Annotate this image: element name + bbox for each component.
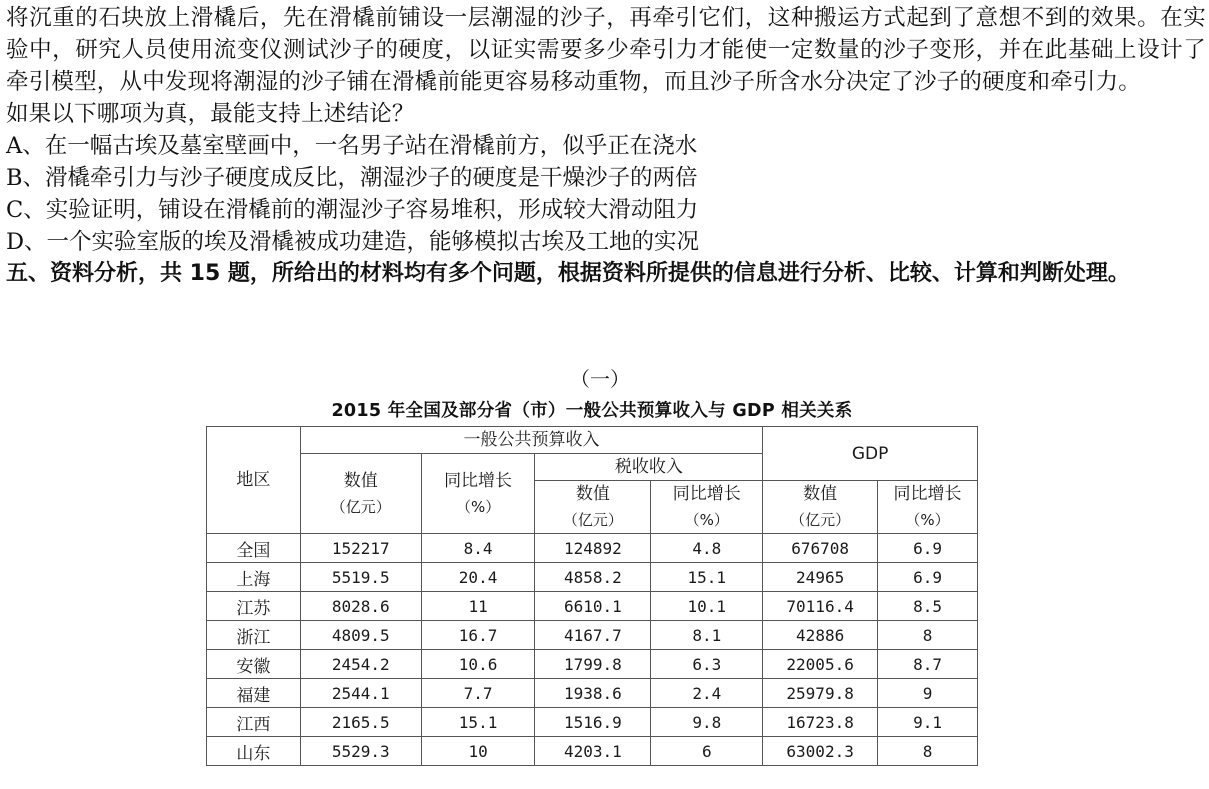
cell-tax-growth: 15.1 [651,563,763,592]
option-d: D、一个实验室版的埃及滑橇被成功建造，能够模拟古埃及工地的实况 [6,229,700,255]
section-heading: 五、资料分析，共 15 题，所给出的材料均有多个问题，根据资料所提供的信息进行分析、比较、计算和判断处理。 [6,261,1130,286]
header-growth-unit: （%） [684,511,729,529]
table-title: 2015 年全国及部分省（市）一般公共预算收入与 GDP 相关关系 [331,401,853,421]
header-gdp: GDP [763,427,978,481]
cell-tax-value: 4203.1 [535,737,651,766]
table-row [207,708,978,737]
header-value-unit: （亿元） [330,497,391,516]
cell-gdp-growth: 8.5 [878,592,978,621]
cell-region: 山东 [207,737,301,766]
cell-tax-growth: 10.1 [651,592,763,621]
cell-gdp-value: 24965 [763,563,878,592]
cell-tax-value: 4167.7 [535,621,651,650]
cell-tax-growth: 6.3 [651,650,763,679]
cell-gdp-growth: 6.9 [878,563,978,592]
cell-gdp-growth: 6.9 [878,534,978,563]
cell-tax-value: 1516.9 [535,708,651,737]
table-row [207,679,978,708]
cell-gdp-growth: 9.1 [878,708,978,737]
header-tax-value [535,481,651,534]
cell-budget-growth: 11 [421,592,535,621]
cell-gdp-value: 63002.3 [763,737,878,766]
passage-paragraph: 将沉重的石块放上滑橇后，先在滑橇前铺设一层潮湿的沙子，再牵引它们，这种搬运方式起到了意想不到的效果。在实验中，研究人员使用流变仪测试沙子的硬度，以证实需要多少牵引力才能使一定数量的沙子变形，并在此基础上设计了牵引模型，从中发现将潮湿的沙子铺在滑橇前能更容易移动重物，而且沙子所含水分决定了沙子的硬度和牵引力。 [6,5,1206,95]
cell-budget-growth: 10 [421,737,535,766]
cell-tax-growth: 8.1 [651,621,763,650]
header-budget-revenue: 一般公共预算收入 [300,427,762,454]
cell-region: 安徽 [207,650,301,679]
header-value-label: 数值 [343,470,378,491]
cell-region: 上海 [207,563,301,592]
header-budget-value [300,454,421,534]
cell-tax-value: 4858.2 [535,563,651,592]
cell-budget-growth: 7.7 [421,679,535,708]
cell-budget-value: 5529.3 [300,737,421,766]
table-row [207,737,978,766]
cell-budget-value: 8028.6 [300,592,421,621]
option-a: A、在一幅古埃及墓室壁画中，一名男子站在滑橇前方，似乎正在浇水 [6,133,698,159]
header-tax-growth [651,481,763,534]
cell-budget-value: 2165.5 [300,708,421,737]
cell-gdp-value: 16723.8 [763,708,878,737]
cell-gdp-growth: 8 [878,621,978,650]
cell-budget-value: 2544.1 [300,679,421,708]
cell-budget-growth: 8.4 [421,534,535,563]
table-row [207,534,978,563]
cell-region: 浙江 [207,621,301,650]
header-growth-label: 同比增长 [444,470,513,491]
cell-region: 江西 [207,708,301,737]
data-table [206,426,978,766]
cell-tax-growth: 9.8 [651,708,763,737]
cell-gdp-growth: 8.7 [878,650,978,679]
header-gdp-value [763,481,878,534]
option-b: B、滑橇牵引力与沙子硬度成反比，潮湿沙子的硬度是干燥沙子的两倍 [6,165,698,191]
cell-region: 福建 [207,679,301,708]
cell-tax-growth: 4.8 [651,534,763,563]
header-region: 地区 [207,427,301,534]
header-growth-label: 同比增长 [893,484,962,504]
cell-tax-growth: 6 [651,737,763,766]
table-header [207,427,978,534]
header-budget-growth [421,454,535,534]
cell-gdp-growth: 9 [878,679,978,708]
cell-budget-value: 5519.5 [300,563,421,592]
table-row [207,621,978,650]
cell-gdp-value: 25979.8 [763,679,878,708]
cell-budget-growth: 16.7 [421,621,535,650]
cell-gdp-value: 70116.4 [763,592,878,621]
cell-gdp-value: 676708 [763,534,878,563]
header-value-unit: （亿元） [790,511,851,529]
cell-region: 全国 [207,534,301,563]
table-row [207,650,978,679]
cell-tax-growth: 2.4 [651,679,763,708]
passage [6,2,1206,290]
cell-budget-value: 152217 [300,534,421,563]
option-c: C、实验证明，铺设在滑橇前的潮湿沙子容易堆积，形成较大滑动阻力 [6,197,699,223]
cell-tax-value: 6610.1 [535,592,651,621]
header-value-unit: （亿元） [562,511,623,529]
cell-budget-growth: 20.4 [421,563,535,592]
table-row [207,592,978,621]
header-tax-revenue: 税收收入 [535,454,763,481]
header-growth-unit: （%） [905,511,950,529]
subsection-label: （一） [570,367,630,391]
cell-tax-value: 124892 [535,534,651,563]
cell-gdp-growth: 8 [878,737,978,766]
cell-region: 江苏 [207,592,301,621]
question-stem: 如果以下哪项为真，最能支持上述结论？ [6,101,415,127]
cell-gdp-value: 42886 [763,621,878,650]
cell-tax-value: 1938.6 [535,679,651,708]
cell-budget-value: 4809.5 [300,621,421,650]
header-value-label: 数值 [575,484,610,504]
header-value-label: 数值 [803,484,838,504]
header-growth-unit: （%） [455,497,501,516]
table-body [207,534,978,766]
header-gdp-growth [878,481,978,534]
header-growth-label: 同比增长 [672,484,741,504]
cell-budget-growth: 10.6 [421,650,535,679]
cell-tax-value: 1799.8 [535,650,651,679]
cell-gdp-value: 22005.6 [763,650,878,679]
cell-budget-growth: 15.1 [421,708,535,737]
cell-budget-value: 2454.2 [300,650,421,679]
table-row [207,563,978,592]
